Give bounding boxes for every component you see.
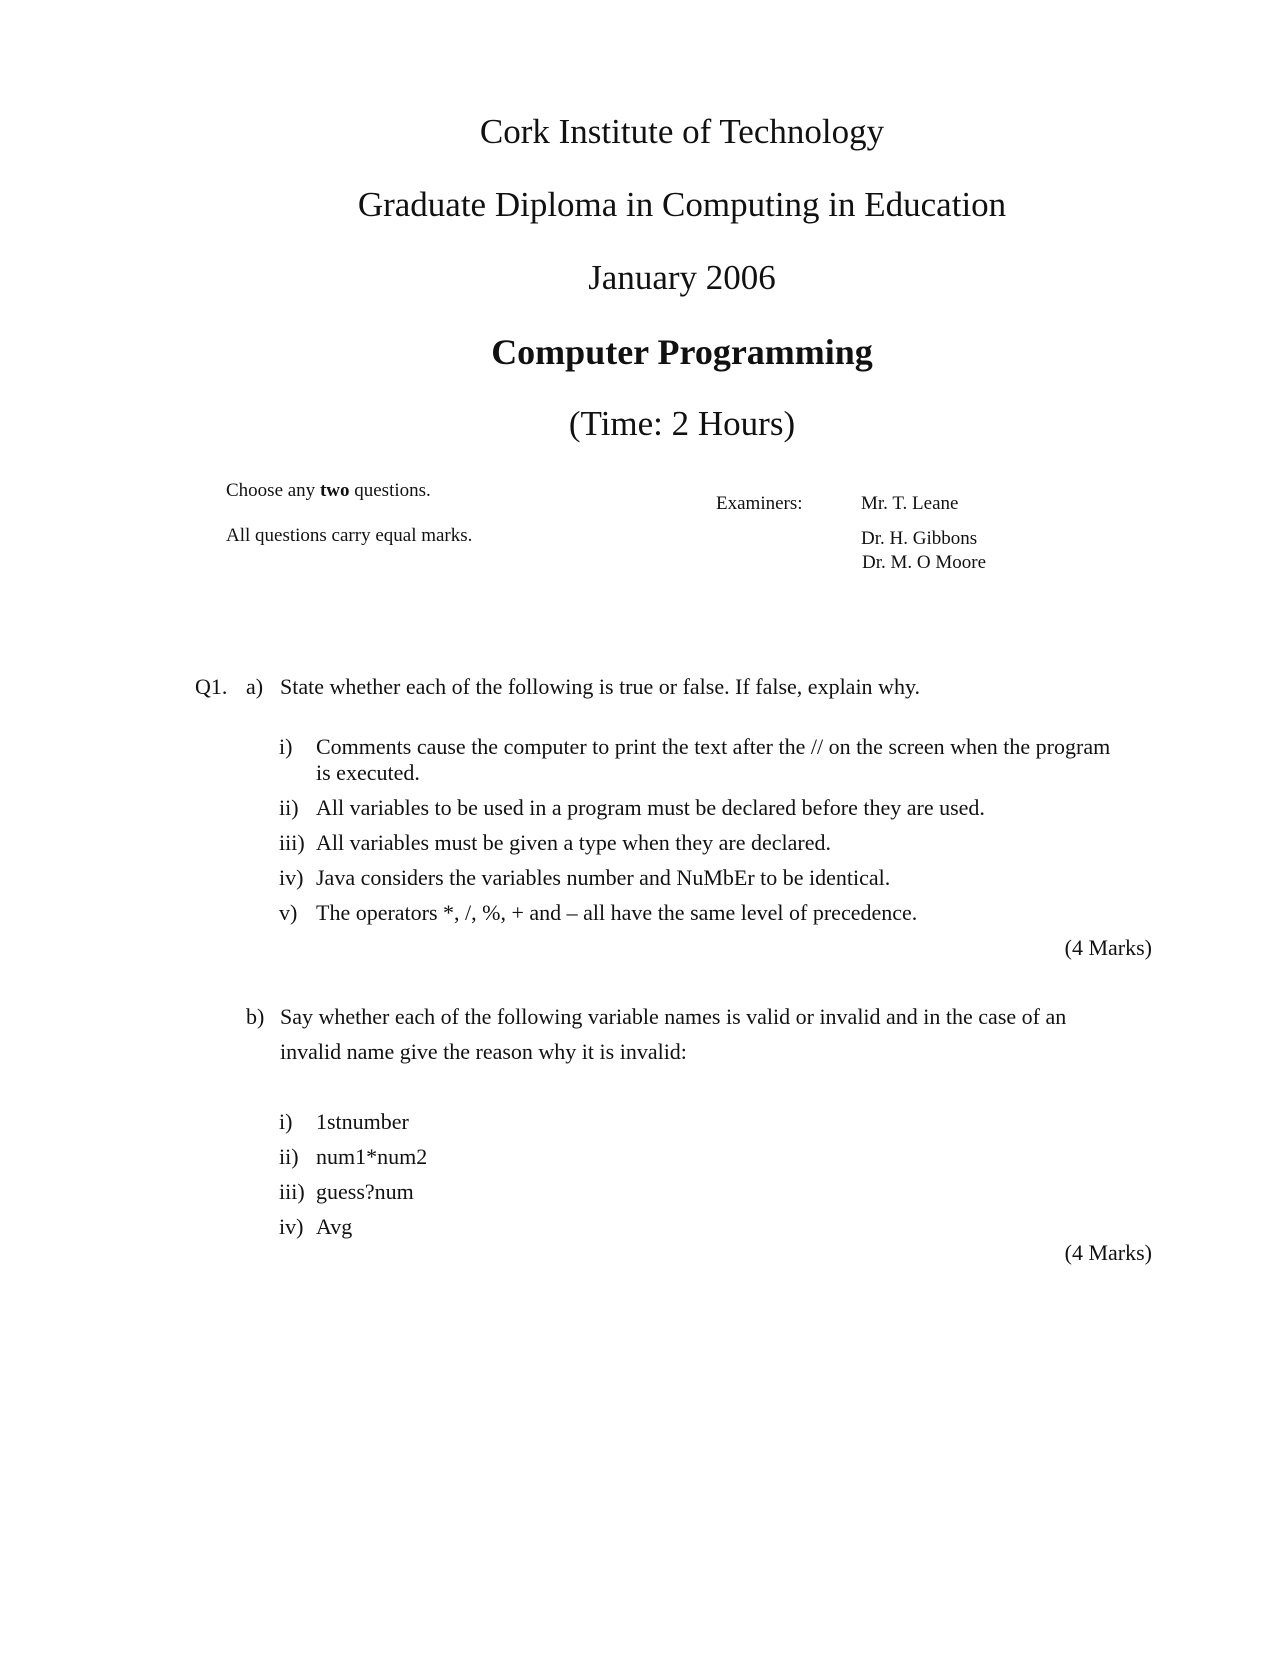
list-item-text: Avg — [316, 1214, 353, 1239]
instruction-choose-post: questions. — [349, 480, 431, 501]
examiner-name: Dr. M. O Moore — [862, 552, 987, 573]
list-item-text: All variables must be given a type when they are declared. — [316, 830, 831, 855]
list-item-number: ii) — [279, 795, 299, 820]
examiners-label: Examiners: — [716, 493, 803, 514]
exam-date: January 2006 — [588, 258, 776, 297]
part-b-question-continued: invalid name give the reason why it is invalid: — [280, 1039, 687, 1064]
list-item-text: 1stnumber — [316, 1109, 409, 1134]
list-item-text: Comments cause the computer to print the text after the // on the screen when the program — [316, 734, 1111, 759]
instruction-marks: All questions carry equal marks. — [226, 525, 473, 546]
list-item-number: v) — [279, 900, 298, 925]
subject-title: Computer Programming — [491, 332, 873, 372]
instruction-choose-pre: Choose any — [226, 480, 320, 501]
marks-label: (4 Marks) — [1064, 1240, 1152, 1265]
list-item-text: The operators *, /, %, + and – all have the same level of precedence. — [316, 900, 918, 925]
list-item-text-continued: is executed. — [316, 760, 420, 785]
list-item-number: iii) — [279, 830, 305, 855]
instruction-choose-bold: two — [319, 480, 350, 501]
part-a-question: State whether each of the following is true or false. If false, explain why. — [280, 674, 921, 699]
part-a-label: a) — [246, 674, 264, 699]
examiner-name: Dr. H. Gibbons — [861, 528, 978, 549]
question-number: Q1. — [195, 674, 228, 699]
institution-title: Cork Institute of Technology — [479, 112, 885, 151]
list-item-text: All variables to be used in a program must be declared before they are used. — [316, 795, 985, 820]
list-item-number: iii) — [279, 1179, 305, 1204]
part-b-question: Say whether each of the following variable names is valid or invalid and in the case of an — [280, 1004, 1067, 1029]
list-item-number: ii) — [279, 1144, 299, 1169]
marks-label: (4 Marks) — [1064, 935, 1152, 960]
list-item-text: Java considers the variables number and NuMbEr to be identical. — [316, 865, 891, 890]
list-item-text: num1*num2 — [316, 1144, 428, 1169]
examiner-name: Mr. T. Leane — [861, 493, 959, 514]
list-item-number: i) — [279, 1109, 293, 1134]
list-item-number: i) — [279, 734, 293, 759]
programme-title: Graduate Diploma in Computing in Education — [357, 185, 1007, 224]
part-b-label: b) — [246, 1004, 265, 1029]
list-item-number: iv) — [279, 865, 304, 890]
list-item-number: iv) — [279, 1214, 304, 1239]
exam-duration: (Time: 2 Hours) — [568, 404, 796, 443]
instruction-choose — [226, 480, 431, 502]
list-item-text: guess?num — [316, 1179, 414, 1204]
